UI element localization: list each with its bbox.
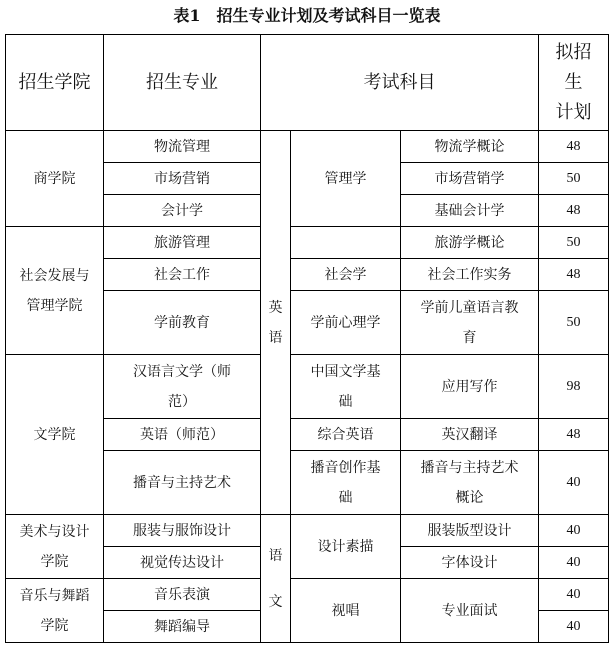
plan-cell: 48 [539,259,609,291]
plan-cell: 50 [539,227,609,259]
table-row [6,227,609,259]
exam-cell: 视唱 [291,579,401,643]
header-plan-line2: 生 [564,71,583,93]
subject-cell: 社会工作实务 [401,259,539,291]
major-cell: 市场营销 [104,163,261,195]
header-plan-line3: 计划 [555,101,592,123]
major-cell [104,355,261,419]
subject-cell: 旅游学概论 [401,227,539,259]
header-college: 招生学院 [6,35,104,131]
subject-cell: 服装版型设计 [401,515,539,547]
major-cell: 英语（师范） [104,419,261,451]
college-line: 美术与设计 [19,523,90,540]
college-cell [6,227,104,355]
exam-cell: 社会学 [291,259,401,291]
major-line: 汉语言文学（师 [133,363,231,380]
college-line: 学院 [40,617,69,634]
language-char: 语 [268,329,283,346]
subject-cell: 物流学概论 [401,131,539,163]
exam-cell: 学前心理学 [291,291,401,355]
major-cell: 学前教育 [104,291,261,355]
language-char: 语 [268,547,283,564]
subject-cell: 字体设计 [401,547,539,579]
subject-line: 学前儿童语言教 [420,299,519,316]
subject-cell: 应用写作 [401,355,539,419]
enrollment-plan-table [5,34,609,643]
exam-cell: 综合英语 [291,419,401,451]
subject-cell: 基础会计学 [401,195,539,227]
exam-cell [291,355,401,419]
exam-cell: 设计素描 [291,515,401,579]
major-cell: 视觉传达设计 [104,547,261,579]
header-row [6,35,609,131]
college-cell: 商学院 [6,131,104,227]
table-caption: 表1 招生专业计划及考试科目一览表 [173,6,441,25]
language-char: 英 [268,299,283,316]
subject-cell [401,451,539,515]
plan-cell: 98 [539,355,609,419]
plan-cell: 40 [539,451,609,515]
plan-cell: 48 [539,419,609,451]
major-cell: 舞蹈编导 [104,611,261,643]
exam-line: 础 [338,393,353,410]
subject-line: 育 [462,329,477,346]
major-cell: 服装与服饰设计 [104,515,261,547]
plan-cell: 40 [539,515,609,547]
subject-cell [401,291,539,355]
major-line: 范） [168,393,196,410]
exam-line: 中国文学基 [310,363,381,380]
subject-line: 概论 [455,489,484,506]
exam-cell [291,451,401,515]
college-line: 学院 [40,553,69,570]
college-line: 管理学院 [26,297,83,314]
major-cell: 社会工作 [104,259,261,291]
language-char: 文 [268,593,283,610]
plan-cell: 48 [539,195,609,227]
exam-cell: 管理学 [291,131,401,227]
table-row [6,131,609,163]
exam-cell [291,227,401,259]
college-cell [6,515,104,579]
plan-cell: 50 [539,291,609,355]
subject-line: 播音与主持艺术 [420,459,519,476]
college-cell: 文学院 [6,355,104,515]
major-cell: 播音与主持艺术 [104,451,261,515]
language-english-cell [261,131,291,515]
subject-cell: 专业面试 [401,579,539,643]
subject-cell: 市场营销学 [401,163,539,195]
exam-line: 播音创作基 [310,459,381,476]
major-cell: 旅游管理 [104,227,261,259]
major-cell: 会计学 [104,195,261,227]
header-exam-subjects: 考试科目 [261,35,539,131]
college-line: 社会发展与 [19,267,90,284]
header-plan-line1: 拟招 [555,41,592,63]
header-major: 招生专业 [104,35,261,131]
header-plan [539,35,609,131]
table-row [6,355,609,419]
plan-cell: 40 [539,547,609,579]
table-row [6,515,609,547]
exam-line: 础 [338,489,353,506]
language-chinese-cell [261,515,291,643]
major-cell: 物流管理 [104,131,261,163]
plan-cell: 40 [539,579,609,611]
plan-cell: 40 [539,611,609,643]
subject-cell: 英汉翻译 [401,419,539,451]
plan-cell: 48 [539,131,609,163]
plan-cell: 50 [539,163,609,195]
table-row [6,579,609,611]
major-cell: 音乐表演 [104,579,261,611]
college-line: 音乐与舞蹈 [19,587,90,604]
college-cell [6,579,104,643]
